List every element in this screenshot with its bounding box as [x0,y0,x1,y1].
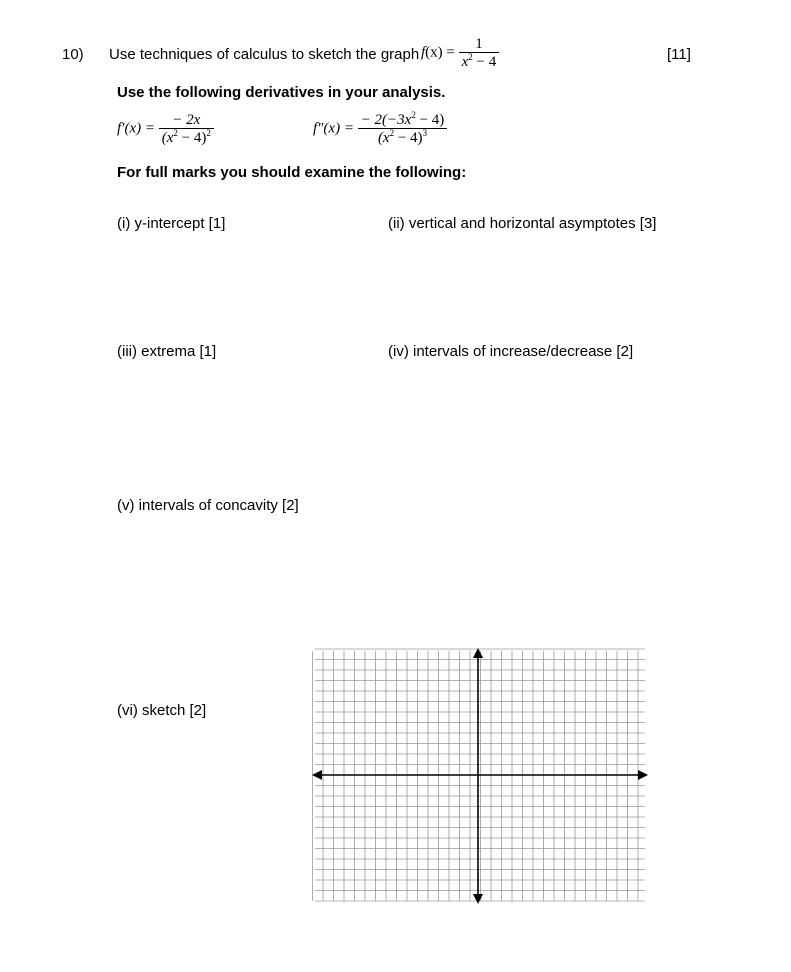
first-derivative [117,112,214,146]
second-derivative [313,112,447,146]
x-axis-right-arrow-icon [638,770,648,780]
function-denominator: $x^2 - 4$ [459,52,500,70]
second-derivative-fraction [358,112,448,146]
part-ii-label: (ii) vertical and horizontal asymptotes [3] [388,215,657,232]
question-marks: [11] [667,46,691,63]
y-axis-down-arrow-icon [473,894,483,904]
second-derivative-lhs: f″(x) = [313,120,354,137]
part-iii-label: (iii) extrema [1] [117,343,217,360]
part-vi-label: (vi) sketch [2] [117,702,207,719]
part-v-label: (v) intervals of concavity [2] [117,497,299,514]
first-derivative-numerator: − 2x [172,112,201,128]
first-derivative-lhs: f′(x) = [117,120,155,137]
first-derivative-fraction [159,112,214,146]
x-axis-left-arrow-icon [312,770,322,780]
question-prompt: Use techniques of calculus to sketch the graph [109,46,420,63]
second-derivative-denominator: $(x^2 - 4)^3$ [358,128,448,146]
function-definition [421,36,499,70]
instructions: For full marks you should examine the following: [117,164,467,181]
derivatives-heading: Use the following derivatives in your analysis. [117,84,446,101]
question-number: 10) [62,46,84,63]
part-iv-label: (iv) intervals of increase/decrease [2] [388,343,634,360]
y-axis-up-arrow-icon [473,648,483,658]
second-derivative-numerator: − $2(-3x^2 - 4)$ [360,110,445,128]
coordinate-grid [312,648,648,904]
function-numerator: 1 [475,36,483,52]
part-i-label: (i) y-intercept [1] [117,215,226,232]
first-derivative-denominator: $(x^2 - 4)^2$ [159,128,214,146]
function-fraction [459,36,500,70]
function-name: f [421,44,426,61]
function-lhs: (x) = [425,44,455,61]
